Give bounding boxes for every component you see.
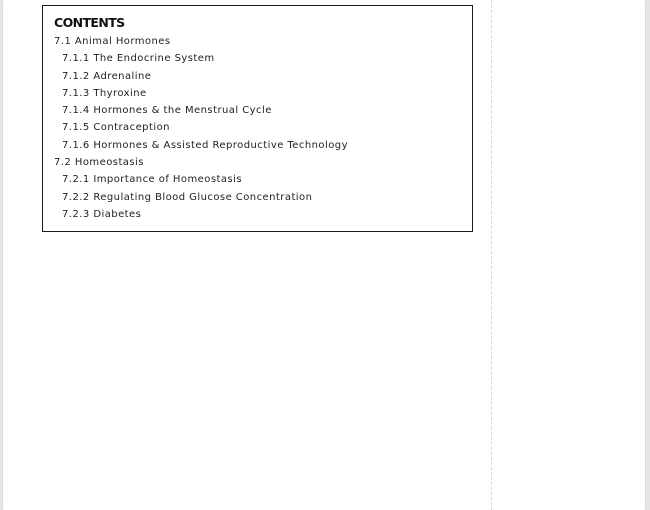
toc-link-7-1-3[interactable]: 7.1.3 Thyroxine bbox=[62, 87, 147, 99]
toc-title: CONTENTS bbox=[54, 15, 125, 30]
document-page bbox=[3, 0, 645, 510]
table-of-contents bbox=[42, 5, 473, 232]
toc-link-7-2[interactable]: 7.2 Homeostasis bbox=[54, 157, 144, 169]
toc-link-7-2-2[interactable]: 7.2.2 Regulating Blood Glucose Concentration bbox=[62, 191, 313, 203]
toc-link-7-1-5[interactable]: 7.1.5 Contraception bbox=[62, 122, 170, 134]
toc-link-7-1-1[interactable]: 7.1.1 The Endocrine System bbox=[62, 53, 215, 65]
toc-link-7-1-2[interactable]: 7.1.2 Adrenaline bbox=[62, 70, 152, 82]
toc-link-7-2-3[interactable]: 7.2.3 Diabetes bbox=[62, 208, 142, 220]
toc-list bbox=[43, 33, 348, 223]
toc-link-7-1[interactable]: 7.1 Animal Hormones bbox=[54, 36, 171, 47]
page-column-divider bbox=[491, 0, 492, 510]
toc-link-7-1-6[interactable]: 7.1.6 Hormones & Assisted Reproductive Technology bbox=[62, 139, 348, 151]
toc-link-7-2-1[interactable]: 7.2.1 Importance of Homeostasis bbox=[62, 174, 242, 186]
toc-link-7-1-4[interactable]: 7.1.4 Hormones & the Menstrual Cycle bbox=[62, 105, 272, 117]
